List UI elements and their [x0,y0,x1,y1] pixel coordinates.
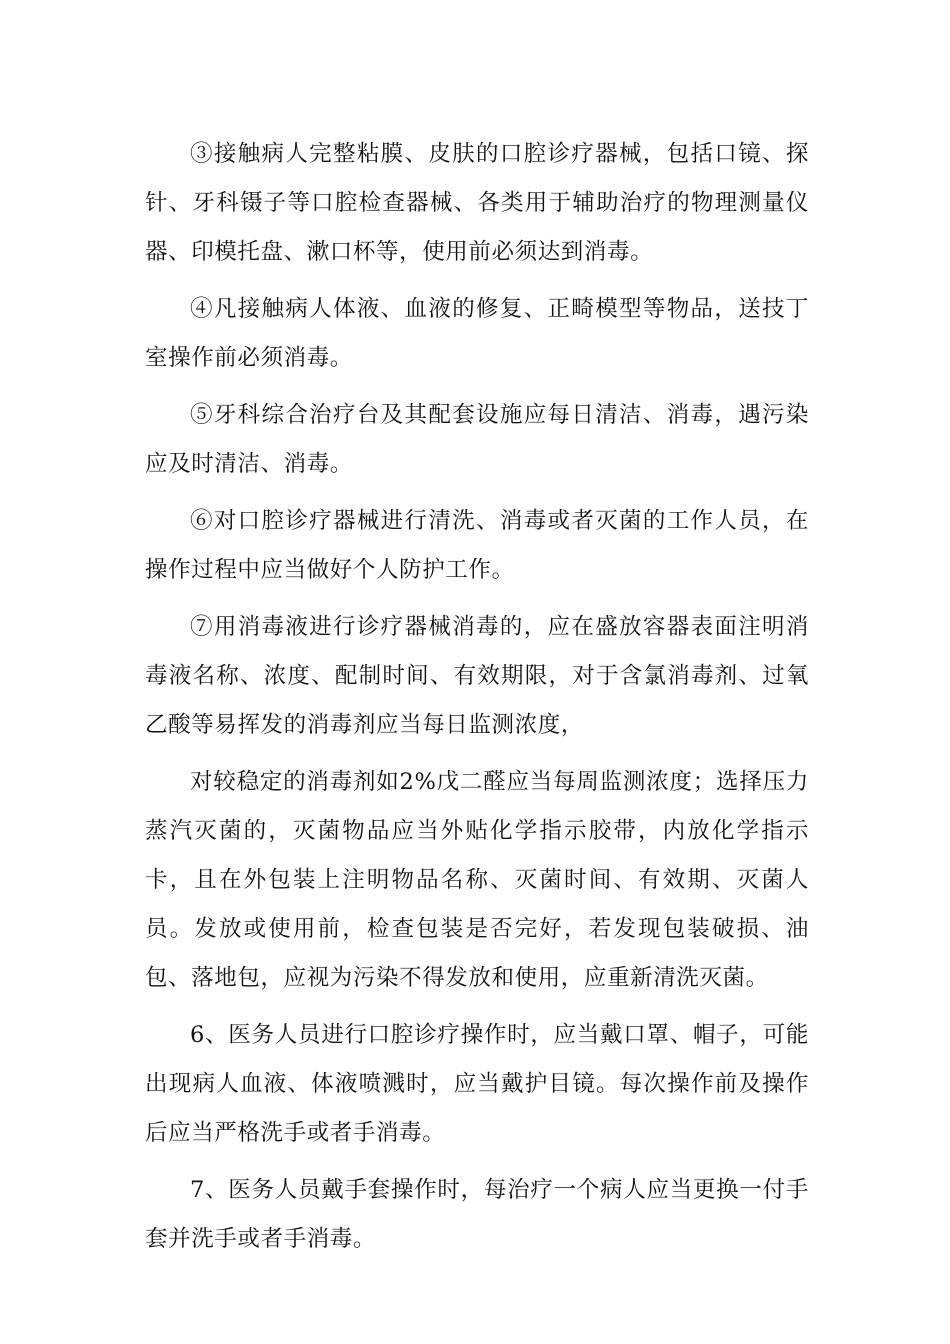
paragraph-item-7: ⑦用消毒液进行诊疗器械消毒的，应在盛放容器表面注明消毒液名称、浓度、配制时间、有效期限，对于含氯消毒剂、过氧乙酸等易挥发的消毒剂应当每日监测浓度， [145,614,809,738]
document-body [145,130,809,1272]
paragraph-section-7: 7、医务人员戴手套操作时，每治疗一个病人应当更换一付手套并洗手或者手消毒。 [145,1177,809,1252]
paragraph-continuation: 对较稳定的消毒剂如2%戊二醛应当每周监测浓度；选择压力蒸汽灭菌的，灭菌物品应当外贴化学指示胶带，内放化学指示卡，且在外包装上注明物品名称、灭菌时间、有效期、灭菌人员。发放或使用前，检查包装是否完好，若发现包装破损、油包、落地包，应视为污染不得发放和使用，应重新清洗灭菌。 [145,769,809,991]
paragraph-item-6: ⑥对口腔诊疗器械进行清洗、消毒或者灭菌的工作人员，在操作过程中应当做好个人防护工作。 [145,508,809,583]
paragraph-item-3: ③接触病人完整粘膜、皮肤的口腔诊疗器械，包括口镜、探针、牙科镊子等口腔检查器械、各类用于辅助治疗的物理测量仪器、印模托盘、漱口杯等，使用前必须达到消毒。 [145,141,809,265]
paragraph-section-6: 6、医务人员进行口腔诊疗操作时，应当戴口罩、帽子，可能出现病人血液、体液喷溅时，应当戴护目镜。每次操作前及操作后应当严格洗手或者手消毒。 [145,1022,809,1146]
paragraph-item-5: ⑤牙科综合治疗台及其配套设施应每日清洁、消毒，遇污染应及时清洁、消毒。 [145,402,809,477]
paragraph-item-4: ④凡接触病人体液、血液的修复、正畸模型等物品，送技丁室操作前必须消毒。 [145,296,809,371]
